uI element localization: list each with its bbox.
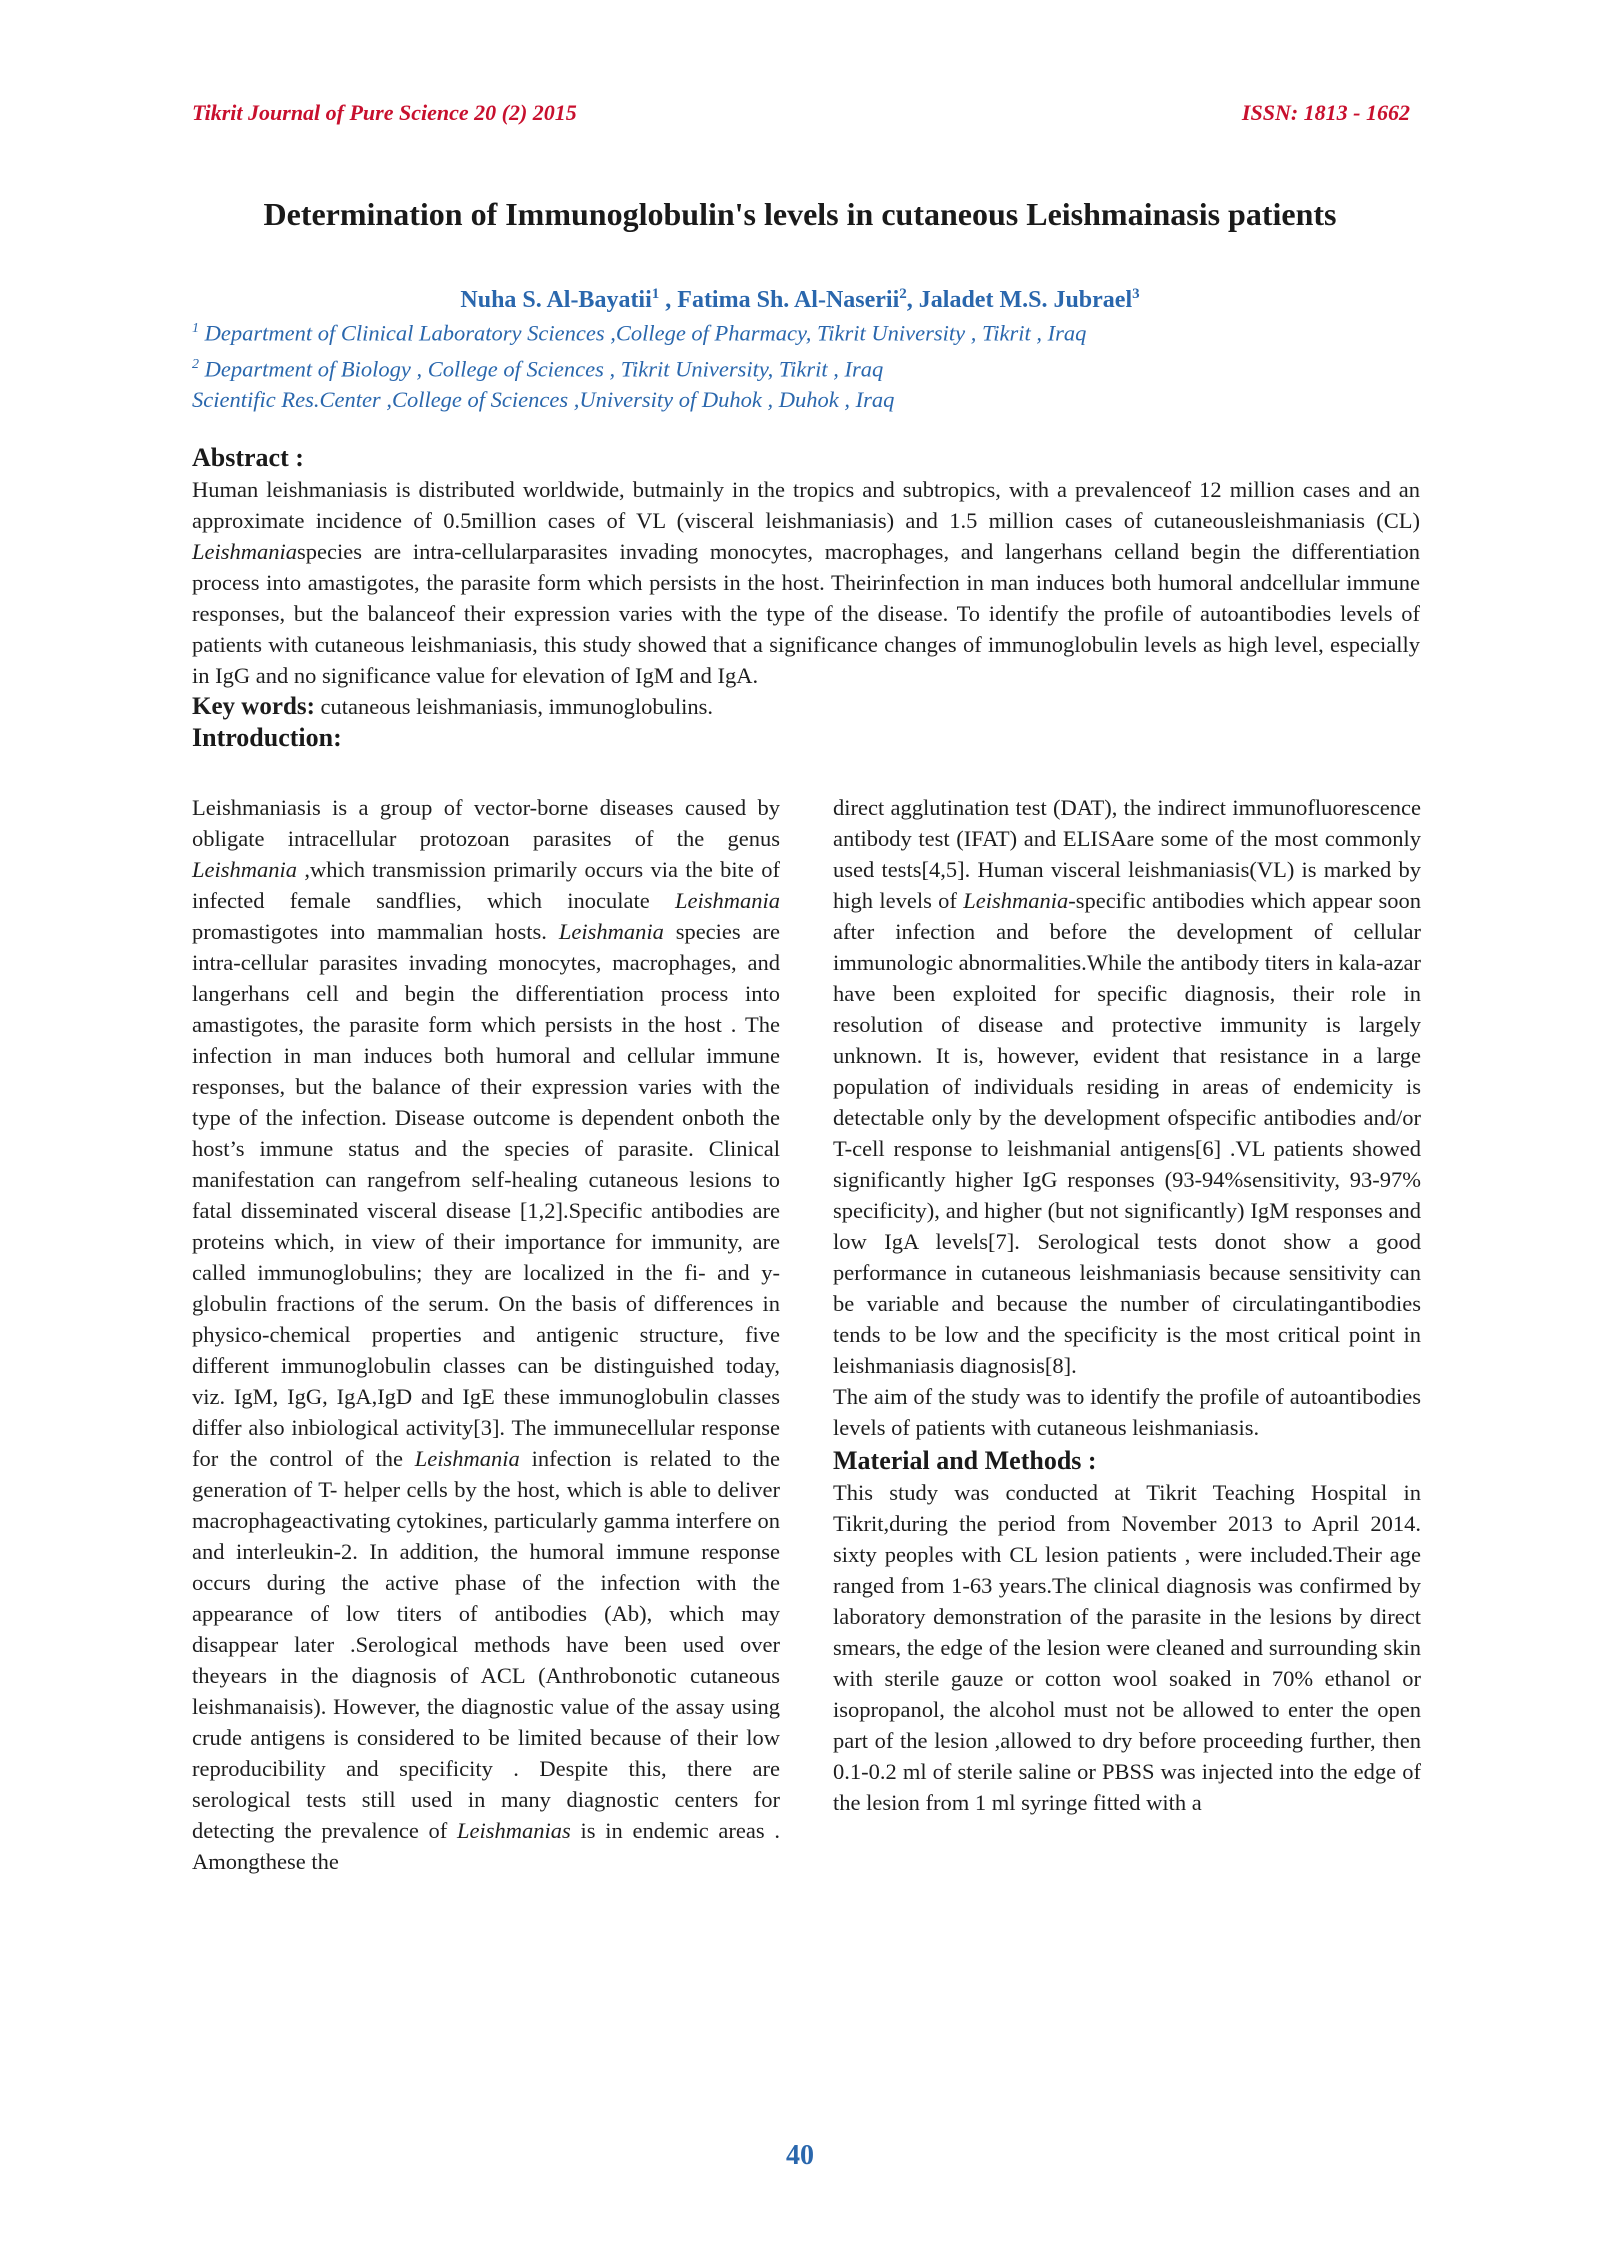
- affiliation: [192, 349, 1412, 385]
- intro-text: is in endemic areas . Amongthese the: [192, 1818, 780, 1874]
- intro-text: direct agglutination test (DAT), the indirect immunofluorescence antibody test (IFAT) and ELISAare some of the most commonly used tests[4,5]. Human visceral leishmaniasis(VL) is marked by high levels of: [833, 795, 1421, 913]
- author-sup: 3: [1132, 286, 1140, 302]
- abstract-text-part: Human leishmaniasis is distributed worldwide, butmainly in the tropics and subtropics, with a prevalenceof 12 million cases and an approximate incidence of 0.5million cases of VL (visceral leishmaniasis) and 1.5 million cases of cutaneousleishmaniasis (CL): [192, 477, 1420, 533]
- intro-italic: Leishmania: [414, 1446, 520, 1471]
- intro-italic: Leishmania: [558, 919, 664, 944]
- introduction-heading: Introduction:: [192, 723, 342, 752]
- affiliation-list: [192, 313, 1412, 415]
- journal-name: Tikrit Journal of Pure Science 20 (2) 2015: [192, 100, 577, 125]
- intro-italic: Leishmania: [192, 857, 298, 882]
- affiliation-text: Scientific Res.Center ,College of Sciences ,University of Duhok , Duhok , Iraq: [192, 387, 895, 412]
- right-column: [833, 792, 1421, 1818]
- abstract-heading: Abstract :: [192, 443, 304, 472]
- introduction-paragraph: [192, 792, 780, 1877]
- intro-text: promastigotes into mammalian hosts.: [192, 919, 559, 944]
- abstract-text-part: species are intra-cellularparasites invading monocytes, macrophages, and langerhans celland begin the differentiation process into amastigotes, the parasite form which persists in the host. Theirinfection in man induces both humoral andcellular immune responses, but the balanceof their expression varies with the type of the disease. To identify the profile of autoantibodies levels of patients with cutaneous leishmaniasis, this study showed that a significance changes of immunoglobulin levels as high level, especially in IgG and no significance value for elevation of IgM and IgA.: [192, 539, 1420, 688]
- affiliation-text: Department of Biology , College of Sciences , Tikrit University, Tikrit , Iraq: [204, 356, 884, 381]
- affiliation-sup: 2: [192, 356, 199, 372]
- intro-text: Leishmaniasis is a group of vector-borne diseases caused by obligate intracellular protozoan parasites of the genus: [192, 795, 780, 851]
- methods-heading: Material and Methods :: [833, 1446, 1097, 1475]
- keywords-label: Key words:: [192, 693, 315, 720]
- abstract-italic: Leishmania: [192, 539, 298, 564]
- abstract-text: [192, 474, 1420, 691]
- keywords-text: cutaneous leishmaniasis, immunoglobulins.: [314, 694, 713, 719]
- intro-text: ,which transmission primarily occurs via the bite of infected female sandflies, which inoculate: [192, 857, 780, 913]
- author-separator: ,: [659, 287, 678, 313]
- author-sup: 1: [651, 286, 660, 302]
- affiliation-sup: 1: [192, 321, 199, 336]
- intro-italic: Leishmania: [674, 888, 780, 913]
- issn: ISSN: 1813 - 1662: [1241, 100, 1410, 125]
- page-number: 40: [786, 2140, 814, 2171]
- aim-paragraph: The aim of the study was to identify the profile of autoantibodies levels of patients with cutaneous leishmaniasis.: [833, 1384, 1421, 1440]
- author-name: Fatima Sh. Al-Naserii: [677, 287, 900, 313]
- author-sup: 2: [899, 286, 907, 302]
- author-separator: ,: [906, 287, 919, 313]
- introduction-paragraph-continued: [833, 792, 1421, 1381]
- affiliation-text: Department of Clinical Laboratory Sciences ,College of Pharmacy, Tikrit University , Tikrit , Iraq: [204, 320, 1087, 346]
- methods-paragraph: This study was conducted at Tikrit Teaching Hospital in Tikrit,during the period from November 2013 to April 2014. sixty peoples with CL lesion patients , were included.Their age ranged from 1-63 years.The clinical diagnosis was confirmed by laboratory demonstration of the parasite in the lesions by direct smears, the edge of the lesion were cleaned and surrounding skin with sterile gauze or cotton wool soaked in 70% ethanol or isopropanol, the alcohol must not be allowed to enter the open part of the lesion ,allowed to dry before proceeding further, then 0.1-0.2 ml of sterile saline or PBSS was injected into the edge of the lesion from 1 ml syringe fitted with a: [833, 1480, 1421, 1815]
- affiliation: [192, 313, 1412, 349]
- paper-title: Determination of Immunoglobulin's levels in cutaneous Leishmainasis patients: [263, 196, 1337, 232]
- intro-italic: Leishmanias: [457, 1818, 571, 1843]
- intro-italic: Leishmania: [963, 888, 1069, 913]
- intro-text: -specific antibodies which appear soon after infection and before the development of cellular immunologic abnormalities.While the antibody titers in kala-azar have been exploited for specific diagnosis, their role in resolution of disease and protective immunity is largely unknown. It is, however, evident that resistance in a large population of individuals residing in areas of endemicity is detectable only by the development ofspecific antibodies and/or T-cell response to leishmanial antigens[6] .VL patients showed significantly higher IgG responses (93-94%sensitivity, 93-97% specificity), and higher (but not significantly) IgM responses and low IgA levels[7]. Serological tests donot show a good performance in cutaneous leishmaniasis because sensitivity can be variable and because the number of circulatingantibodies tends to be low and the specificity is the most critical point in leishmaniasis diagnosis[8].: [833, 888, 1421, 1378]
- author-list: [160, 278, 1440, 316]
- abstract-section: [192, 442, 1420, 754]
- keywords: [192, 691, 1420, 722]
- author-name: Nuha S. Al-Bayatii: [460, 287, 652, 313]
- running-header: [192, 100, 1410, 130]
- left-column: [192, 792, 780, 1877]
- affiliation: [192, 384, 1412, 415]
- author-name: Jaladet M.S. Jubrael: [918, 287, 1133, 313]
- intro-text: infection is related to the generation of T- helper cells by the host, which is able to deliver macrophageactivating cytokines, particularly gamma interfere on and interleukin-2. In addition, the humoral immune response occurs during the active phase of the infection with the appearance of low titers of antibodies (Ab), which may disappear later .Serological methods have been used over theyears in the diagnosis of ACL (Anthrobonotic cutaneous leishmanaisis). However, the diagnostic value of the assay using crude antigens is considered to be limited because of their low reproducibility and specificity . Despite this, there are serological tests still used in many diagnostic centers for detecting the prevalence of: [192, 1446, 780, 1843]
- intro-text: species are intra-cellular parasites invading monocytes, macrophages, and langerhans cell and begin the differentiation process into amastigotes, the parasite form which persists in the host . The infection in man induces both humoral and cellular immune responses, but the balance of their expression varies with the type of the infection. Disease outcome is dependent onboth the host’s immune status and the species of parasite. Clinical manifestation can rangefrom self-healing cutaneous lesions to fatal disseminated visceral disease [1,2].Specific antibodies are proteins which, in view of their importance for immunity, are called immunoglobulins; they are localized in the fi- and y-globulin fractions of the serum. On the basis of differences in physico-chemical properties and antigenic structure, five different immunoglobulin classes can be distinguished today, viz. IgM, IgG, IgA,IgD and IgE these immunoglobulin classes differ also inbiological activity[3]. The immunecellular response for the control of the: [192, 919, 780, 1471]
